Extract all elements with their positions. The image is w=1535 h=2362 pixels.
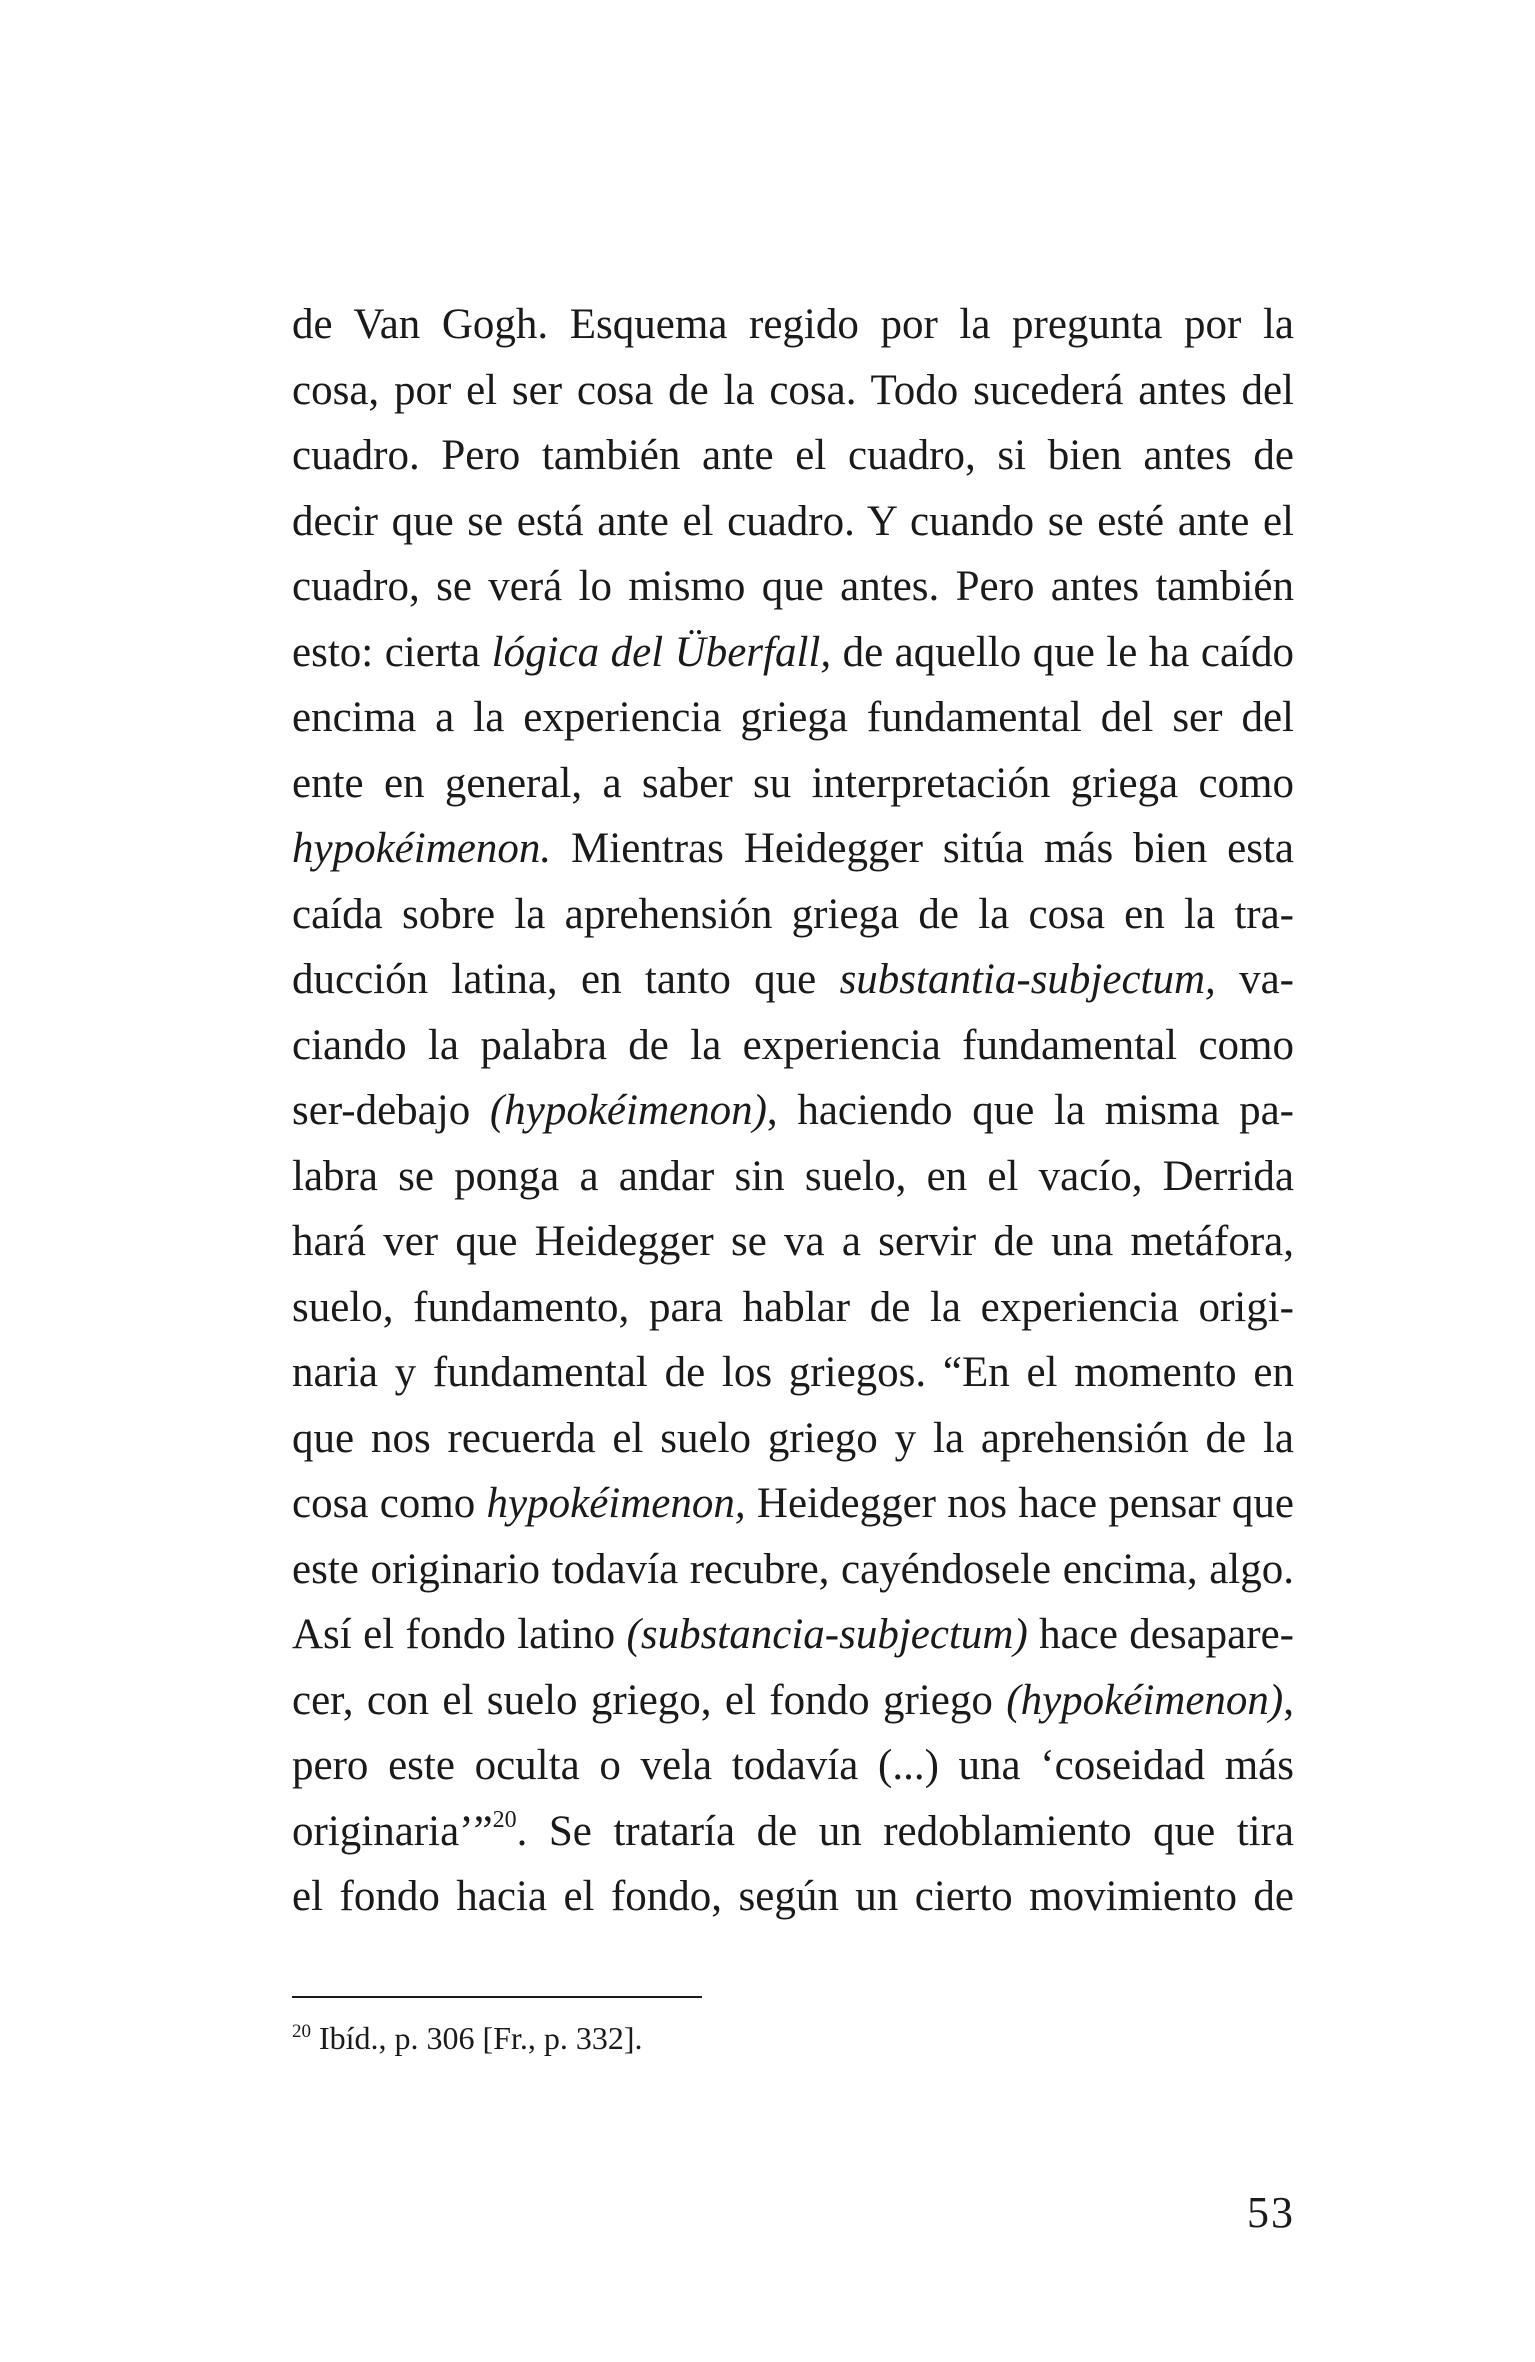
- text-line: [292, 1144, 1294, 1210]
- footnote: [292, 2018, 643, 2058]
- text-segment: pero este oculta o vela todavía (...) una ‘coseidad más: [292, 1742, 1294, 1789]
- text-line: [292, 1013, 1294, 1079]
- italic-text-segment: hypokéimenon.: [292, 825, 552, 872]
- text-segment: ser-debajo: [292, 1087, 490, 1134]
- text-segment: que nos recuerda el suelo griego y la aprehensión de la: [292, 1414, 1294, 1462]
- text-segment: cer, con el suelo griego, el fondo griego: [292, 1676, 1007, 1724]
- text-segment: ciando la palabra de la experiencia fundamental como: [292, 1021, 1294, 1069]
- text-line: [292, 1537, 1294, 1603]
- text-line: [292, 423, 1294, 489]
- text-segment: labra se ponga a andar sin suelo, en el vacío, Derrida: [292, 1152, 1294, 1200]
- page-number: 53: [1247, 2188, 1295, 2237]
- text-segment: decir que se está ante el cuadro. Y cuando se esté ante el: [292, 497, 1294, 545]
- text-segment: encima a la experiencia griega fundamental del ser del: [292, 694, 1294, 741]
- text-segment: ente en general, a saber su interpretación griega como: [292, 759, 1294, 807]
- text-segment: va-: [1215, 956, 1295, 1003]
- text-segment: . Se trataría de un redoblamiento que tira: [516, 1807, 1294, 1855]
- italic-text-segment: hypokéimenon,: [486, 1480, 746, 1527]
- text-segment: este originario todavía recubre, cayéndosele encima, algo.: [292, 1545, 1294, 1593]
- text-line: [292, 816, 1294, 882]
- text-line: [292, 882, 1294, 948]
- footnote-reference: 20: [492, 1806, 517, 1833]
- text-line: [292, 292, 1294, 358]
- text-line: [292, 358, 1294, 424]
- text-line: [292, 1668, 1294, 1734]
- text-line: [292, 1340, 1294, 1406]
- text-line: [292, 1733, 1294, 1799]
- footnote-separator: [292, 1996, 702, 1998]
- footnote-text: Ibíd., p. 306 [Fr., p. 332].: [319, 2020, 643, 2056]
- text-line: [292, 1209, 1294, 1275]
- text-line: [292, 751, 1294, 817]
- text-segment: esto: cierta: [292, 628, 492, 676]
- text-line: [292, 554, 1294, 620]
- text-segment: Mientras Heidegger sitúa más bien esta: [551, 825, 1294, 872]
- text-segment: ,: [1283, 1676, 1294, 1724]
- text-segment: de aquello que le ha caído: [831, 628, 1294, 676]
- text-line: [292, 1799, 1294, 1865]
- text-line: [292, 1275, 1294, 1341]
- text-segment: hará ver que Heidegger se va a servir de una metáfora,: [292, 1218, 1294, 1265]
- text-segment: cosa como: [292, 1480, 487, 1527]
- text-segment: de Van Gogh. Esquema regido por la pregunta por la: [292, 301, 1294, 348]
- text-line: [292, 489, 1294, 555]
- text-line: [292, 685, 1294, 751]
- text-segment: cuadro, se verá lo mismo que antes. Pero antes también: [292, 563, 1294, 610]
- body-text: [292, 292, 1294, 1930]
- text-segment: el fondo hacia el fondo, según un cierto movimiento de: [292, 1873, 1294, 1920]
- italic-text-segment: lógica del Überfall,: [491, 628, 832, 676]
- text-segment: cosa, por el ser cosa de la cosa. Todo sucederá antes del: [292, 366, 1294, 414]
- text-line: [292, 1602, 1294, 1668]
- italic-text-segment: (hypokéimenon): [489, 1087, 767, 1134]
- text-segment: cuadro. Pero también ante el cuadro, si bien antes de: [292, 432, 1294, 479]
- italic-text-segment: (substancia-subjectum): [626, 1611, 1028, 1658]
- text-segment: suelo, fundamento, para hablar de la experiencia origi-: [292, 1283, 1294, 1331]
- text-line: [292, 620, 1294, 686]
- text-line: [292, 1471, 1294, 1537]
- italic-text-segment: (hypokéimenon): [1006, 1676, 1284, 1724]
- text-segment: caída sobre la aprehensión griega de la cosa en la tra-: [292, 890, 1294, 938]
- text-line: [292, 947, 1294, 1013]
- text-segment: Así el fondo latino: [292, 1611, 627, 1658]
- text-segment: originaria’”: [292, 1807, 493, 1855]
- footnote-number: 20: [292, 2021, 311, 2042]
- italic-text-segment: substantia-subjectum,: [839, 956, 1216, 1003]
- text-line: [292, 1864, 1294, 1930]
- text-line: [292, 1078, 1294, 1144]
- text-segment: naria y fundamental de los griegos. “En el momento en: [292, 1349, 1294, 1396]
- text-segment: hace desapare-: [1027, 1611, 1294, 1658]
- text-segment: ducción latina, en tanto que: [292, 956, 840, 1003]
- text-line: [292, 1406, 1294, 1472]
- text-segment: Heidegger nos hace pensar que: [745, 1480, 1294, 1527]
- text-segment: , haciendo que la misma pa-: [766, 1087, 1295, 1134]
